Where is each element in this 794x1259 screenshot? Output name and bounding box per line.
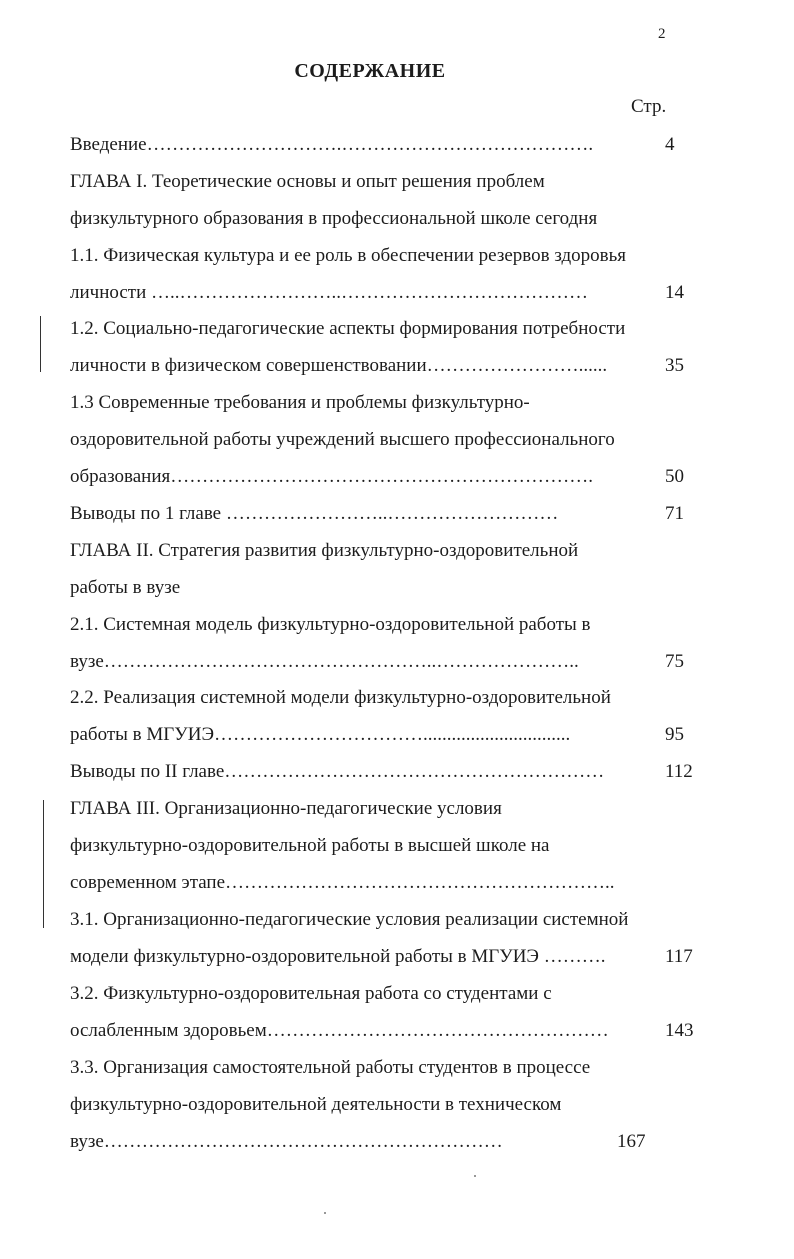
toc-page: 95 bbox=[665, 724, 684, 745]
toc-page: 35 bbox=[665, 355, 684, 376]
toc-page: 143 bbox=[665, 1020, 694, 1041]
toc-line: модели физкультурно-оздоровительной работы в МГУИЭ ………. bbox=[70, 946, 606, 967]
toc-line: образования…………………………………………………………. bbox=[70, 466, 593, 487]
toc-line: 1.3 Современные требования и проблемы физкультурно- bbox=[70, 392, 530, 413]
toc-page: 14 bbox=[665, 282, 684, 303]
page-number: 2 bbox=[658, 26, 666, 42]
toc-line: ГЛАВА III. Организационно-педагогические условия bbox=[70, 798, 502, 819]
toc-line: 2.1. Системная модель физкультурно-оздоровительной работы в bbox=[70, 614, 591, 635]
speck bbox=[324, 1212, 326, 1214]
toc-line: физкультурно-оздоровительной деятельности в техническом bbox=[70, 1094, 562, 1115]
toc-line: физкультурного образования в профессиональной школе сегодня bbox=[70, 208, 598, 229]
toc-line: 1.1. Физическая культура и ее роль в обеспечении резервов здоровья bbox=[70, 245, 627, 266]
toc-line: 3.1. Организационно-педагогические условия реализации системной bbox=[70, 909, 629, 930]
toc-page: 112 bbox=[665, 761, 693, 782]
toc-line: вузе……………………………………………………… bbox=[70, 1131, 503, 1152]
toc-line: 3.2. Физкультурно-оздоровительная работа со студентами с bbox=[70, 983, 552, 1004]
toc-line: Выводы по 1 главе ……………………..……………………… bbox=[70, 503, 559, 524]
toc-line: оздоровительной работы учреждений высшего профессионального bbox=[70, 429, 615, 450]
speck bbox=[474, 1175, 476, 1177]
toc-line: 1.2. Социально-педагогические аспекты формирования потребности bbox=[70, 318, 626, 339]
toc-line: Введение………………………….…………………………………. bbox=[70, 134, 594, 155]
toc-page: 4 bbox=[665, 134, 675, 155]
toc-page: 71 bbox=[665, 503, 684, 524]
toc-line: современном этапе…………………………………………………….. bbox=[70, 872, 615, 893]
toc-line: личности в физическом совершенствовании……………………...... bbox=[70, 355, 608, 376]
toc-page: 75 bbox=[665, 651, 684, 672]
toc-line: ослабленным здоровьем……………………………………………… bbox=[70, 1020, 609, 1041]
toc-page: 117 bbox=[665, 946, 693, 967]
margin-mark bbox=[40, 316, 41, 372]
page-column-label: Стр. bbox=[631, 96, 667, 117]
toc-line: личности …..……………………..………………………………… bbox=[70, 282, 589, 303]
toc-line: 2.2. Реализация системной модели физкультурно-оздоровительной bbox=[70, 687, 611, 708]
toc-line: Выводы по II главе…………………………………………………… bbox=[70, 761, 605, 782]
toc-line: работы в вузе bbox=[70, 577, 181, 598]
toc-page: 50 bbox=[665, 466, 684, 487]
toc-title: СОДЕРЖАНИЕ bbox=[294, 60, 446, 82]
margin-mark bbox=[43, 800, 44, 928]
toc-line: 3.3. Организация самостоятельной работы студентов в процессе bbox=[70, 1057, 591, 1078]
toc-line: ГЛАВА I. Теоретические основы и опыт решения проблем bbox=[70, 171, 545, 192]
toc-line: работы в МГУИЭ……………………………............................... bbox=[70, 724, 571, 745]
toc-line: физкультурно-оздоровительной работы в высшей школе на bbox=[70, 835, 550, 856]
toc-page: 167 bbox=[617, 1131, 646, 1152]
toc-line: ГЛАВА II. Стратегия развития физкультурно-оздоровительной bbox=[70, 540, 579, 561]
toc-line: вузе……………………………………………..………………….. bbox=[70, 651, 579, 672]
